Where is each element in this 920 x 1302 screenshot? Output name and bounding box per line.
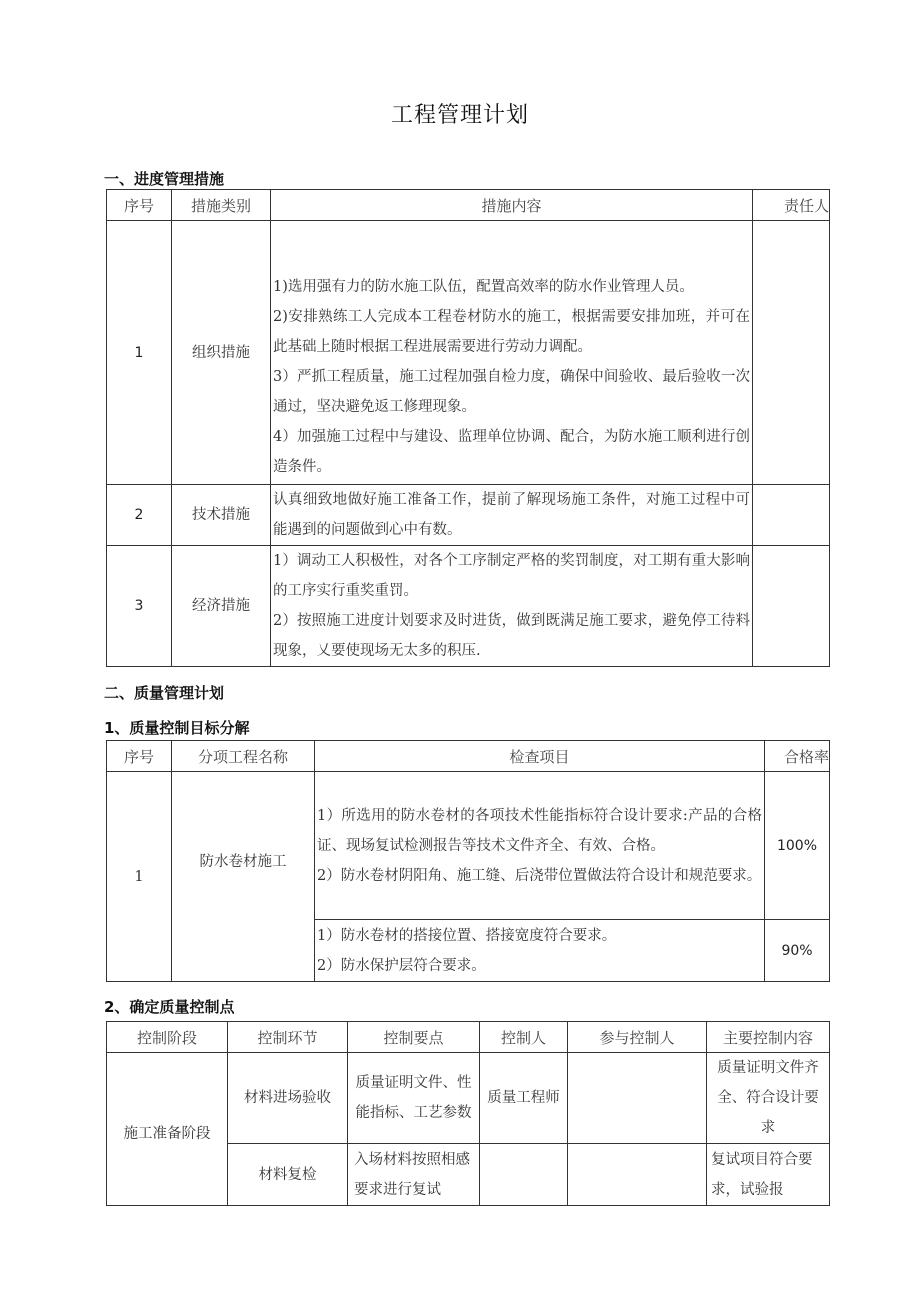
control-points-table [106,1021,830,1206]
content-line: 1)选用强有力的防水施工队伍，配置高效率的防水作业管理人员。 [273,279,694,295]
content-line: 2）防水保护层符合要求。 [317,957,486,974]
header-cell: 控制人 [480,1022,568,1053]
control-content: 复试项目符合要求，试验报 [707,1144,830,1206]
measure-content [271,546,753,667]
row-number: 1 [107,772,172,982]
subsection-heading-control-points: 2、确定质量控制点 [104,998,235,1016]
header-cell: 措施内容 [271,190,753,221]
page-title: 工程管理计划 [390,103,529,128]
header-cell: 控制阶段 [107,1022,228,1053]
header-cell: 主要控制内容 [707,1022,830,1053]
content-line: 2)安排熟练工人完成本工程卷材防水的施工，根据需要安排加班，并可在此基础上随时根据工程进展需要进行劳动力调配。 [273,309,750,355]
controller: 质量工程师 [480,1053,568,1144]
measure-content [271,485,753,546]
table-row [107,221,830,485]
section-heading-progress: 一、进度管理措施 [104,170,225,188]
measure-content [271,221,753,485]
header-cell: 序号 [107,190,172,221]
owner-cell [753,221,830,485]
row-number: 1 [107,221,172,485]
content-line: 3）严抓工程质量，施工过程加强自检力度，确保中间验收、最后验收一次通过，坚决避免返工修理现象。 [273,369,750,415]
owner-cell [753,485,830,546]
control-stage: 施工准备阶段 [107,1053,228,1206]
measure-category: 技术措施 [172,485,271,546]
control-points: 入场材料按照相感要求进行复试 [348,1144,480,1206]
table-header-row [107,1022,830,1053]
content-line: 2）按照施工进度计划要求及时进货，做到既满足施工要求，避免停工待料现象，乂要使现场无太多的积压. [273,613,750,659]
subsection-heading-targets: 1、质量控制目标分解 [104,719,250,737]
measure-category: 组织措施 [172,221,271,485]
progress-measures-table [106,189,830,667]
section-heading-quality: 二、质量管理计划 [104,684,225,702]
check-items [315,920,765,982]
content-line: 1）调动工人积极性，对各个工序制定严格的奖罚制度，对工期有重大影响的工序实行重奖重罚。 [273,553,750,599]
participant [568,1053,707,1144]
header-cell: 检查项目 [315,741,765,772]
header-cell: 分项工程名称 [172,741,315,772]
content-line: 1）所选用的防水卷材的各项技术性能指标符合设计要求:产品的合格证、现场复试检测报告等技术文件齐全、有效、合格。 [317,807,762,854]
pass-rate: 90% [765,920,830,982]
content-line: 4）加强施工过程中与建设、监理单位协调、配合，为防水施工顺利进行创造条件。 [273,429,750,475]
header-cell: 合格率 [765,741,830,772]
header-cell: 责任人 [753,190,830,221]
table-row [107,772,830,920]
item-name: 防水卷材施工 [172,772,315,982]
controller [480,1144,568,1206]
table-row [107,485,830,546]
control-points: 质量证明文件、性能指标、工艺参数 [348,1053,480,1144]
row-number: 2 [107,485,172,546]
header-cell: 措施类别 [172,190,271,221]
control-link: 材料复检 [228,1144,348,1206]
table-row [107,546,830,667]
content-line: 1）防水卷材的搭接位置、搭接宽度符合要求。 [317,927,617,944]
control-link: 材料进场验收 [228,1053,348,1144]
table-row [107,1053,830,1144]
measure-category: 经济措施 [172,546,271,667]
pass-rate: 100% [765,772,830,920]
check-items [315,772,765,920]
control-content: 质量证明文件齐全、符合设计要求 [707,1053,830,1144]
quality-targets-table [106,740,830,982]
table-header-row [107,190,830,221]
header-cell: 参与控制人 [568,1022,707,1053]
content-line: 认真细致地做好施工准备工作，提前了解现场施工条件，对施工过程中可能遇到的问题做到心中有数。 [273,492,750,538]
header-cell: 序号 [107,741,172,772]
content-line: 2）防水卷材阴阳角、施工缝、后浇带位置做法符合设计和规范要求。 [317,867,762,884]
table-header-row [107,741,830,772]
row-number: 3 [107,546,172,667]
participant [568,1144,707,1206]
header-cell: 控制环节 [228,1022,348,1053]
owner-cell [753,546,830,667]
header-cell: 控制要点 [348,1022,480,1053]
